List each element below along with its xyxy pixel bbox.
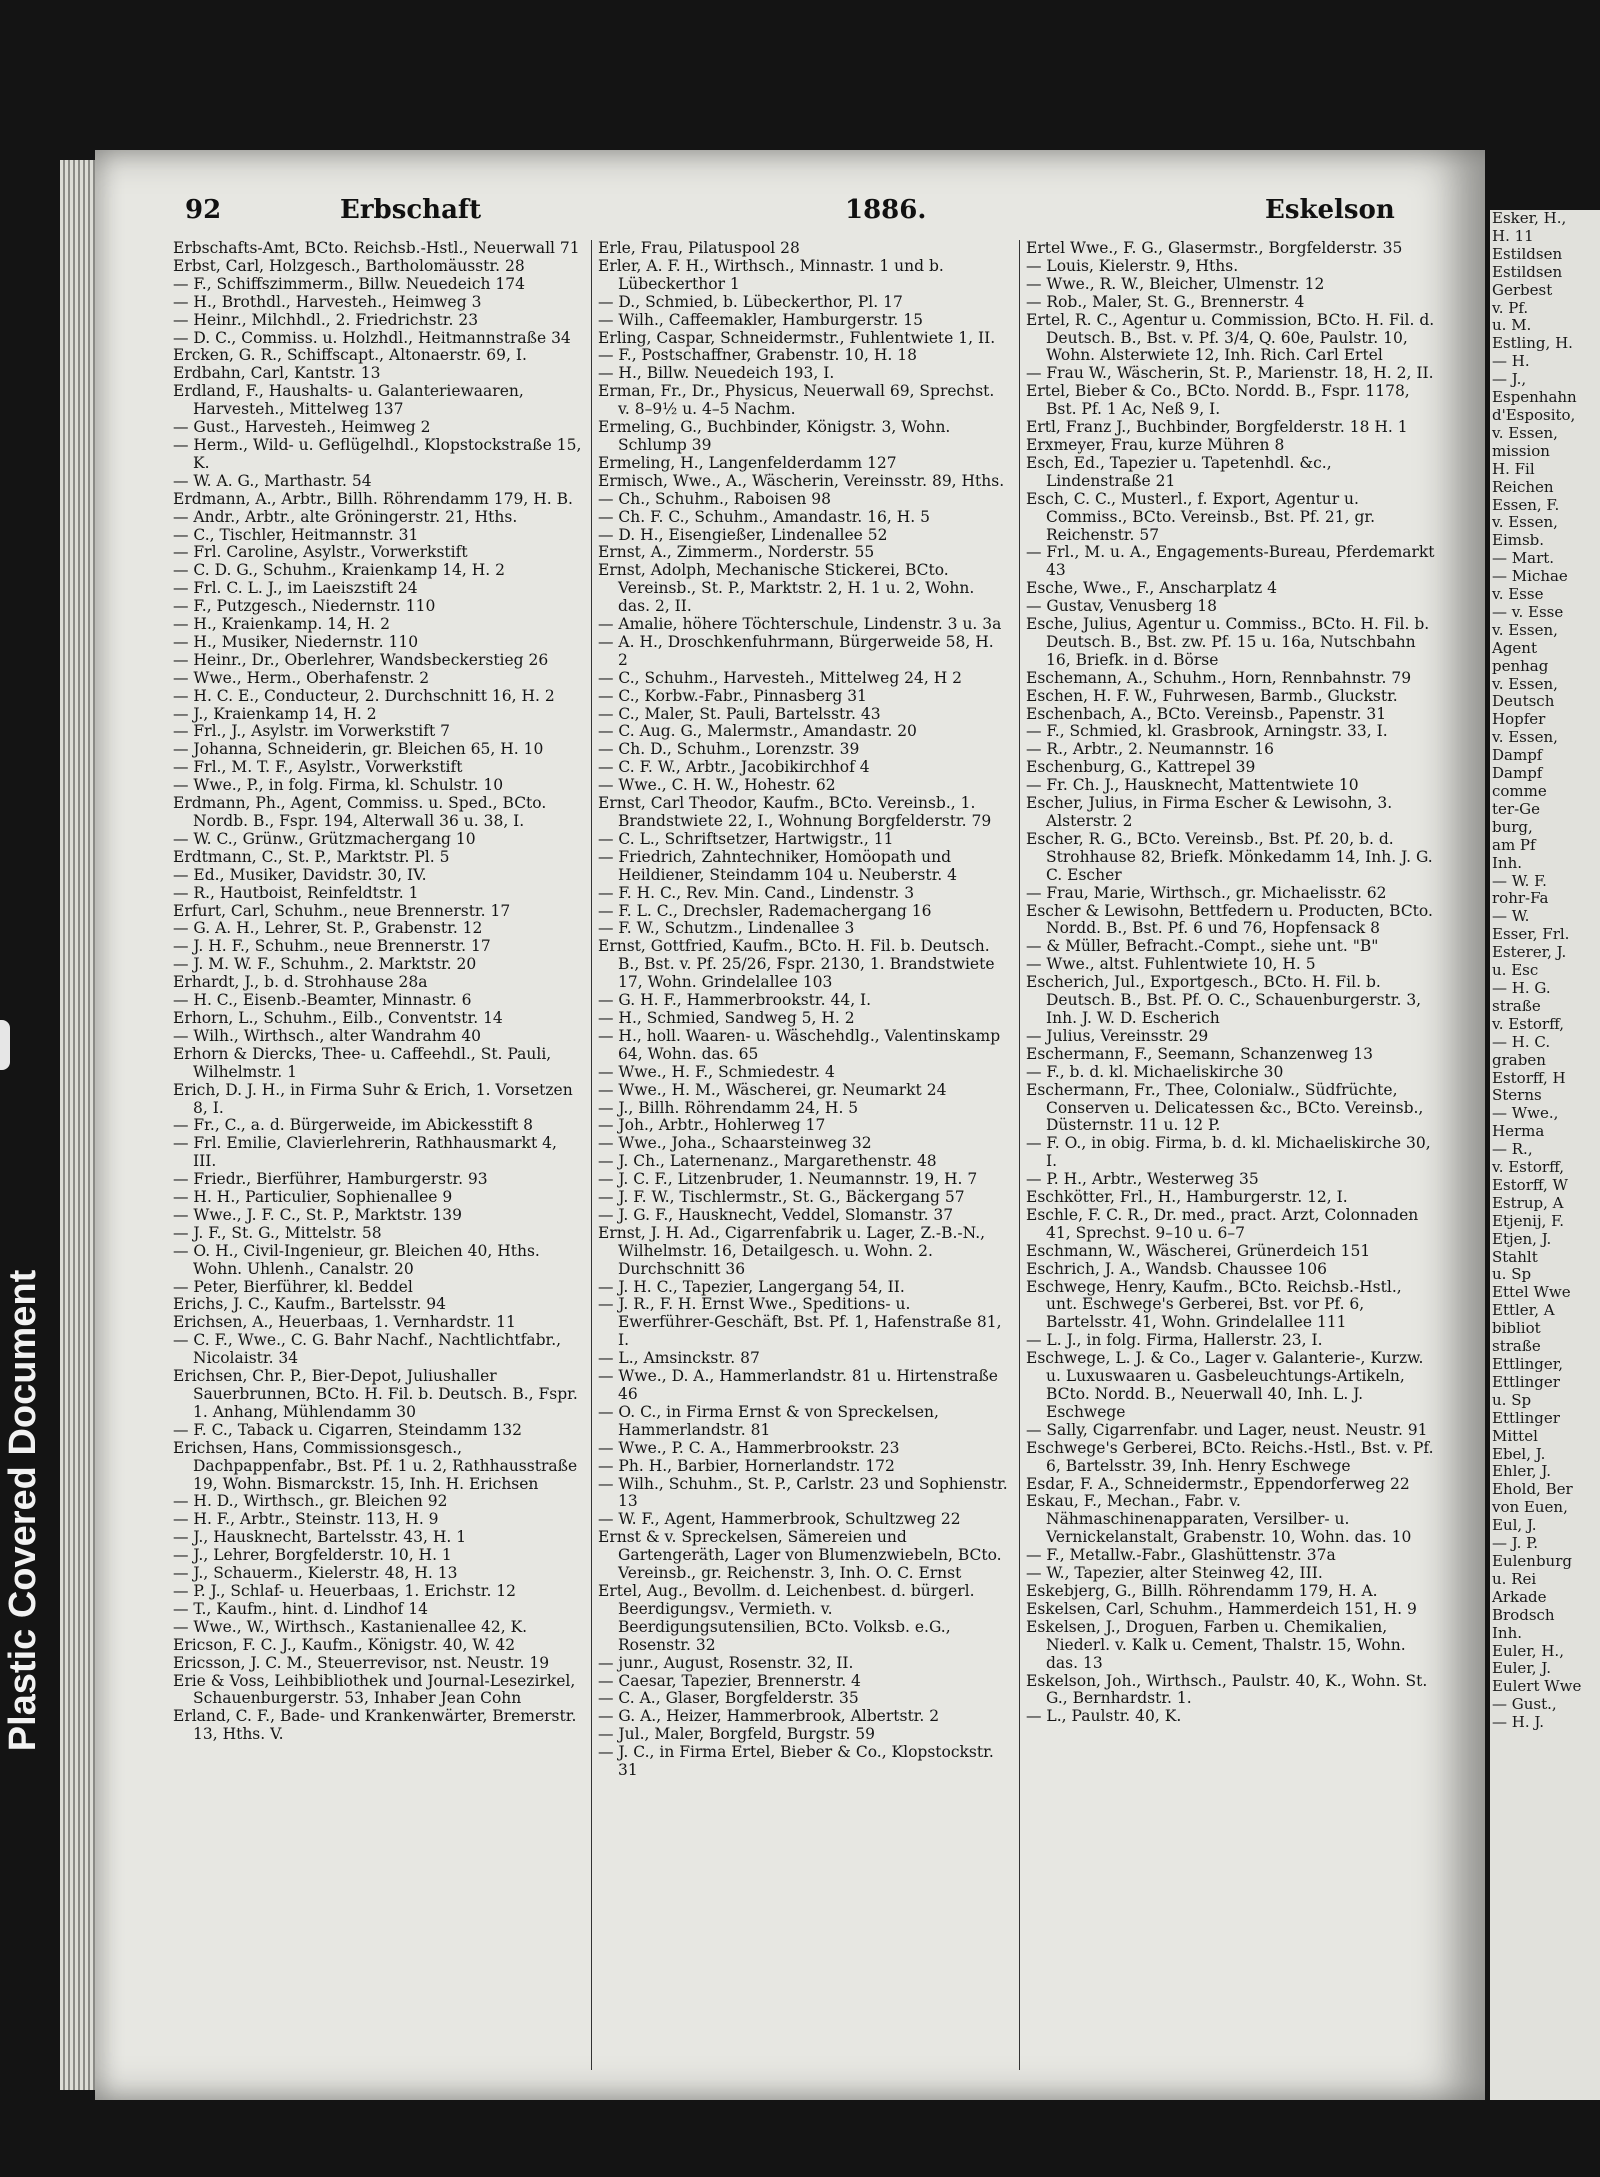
next-page-entry: v. Essen,	[1492, 728, 1558, 747]
next-page-entry: Etjenij, F.	[1492, 1211, 1564, 1230]
next-page-entry: Ettel Wwe	[1492, 1283, 1571, 1302]
directory-entry: Eschemann, A., Schuhm., Horn, Rennbahnstr. 79	[1026, 668, 1412, 687]
directory-entry: Erxmeyer, Frau, kurze Mühren 8	[1026, 435, 1285, 454]
directory-entry: — J. M. W. F., Schuhm., 2. Marktstr. 20	[173, 955, 477, 974]
next-page-entry: u. Rei	[1492, 1569, 1537, 1588]
directory-entry: — Frl., M. T. F., Asylstr., Vorwerkstift	[173, 758, 463, 777]
directory-entry: Erdbahn, Carl, Kantstr. 13	[173, 364, 381, 383]
directory-entry: — J., Lehrer, Borgfelderstr. 10, H. 1	[173, 1546, 452, 1565]
directory-entry: Erdmann, Ph., Agent, Commiss. u. Sped., BCto. Nordb. B., Fspr. 194, Alterwall 36 u. 38, I.	[173, 794, 547, 830]
directory-entry: Ernst, J. H. Ad., Cigarrenfabrik u. Lager, Z.-B.-N., Wilhelmstr. 16, Detailgesch. u. Wohn. 2. Durchschnitt 36	[598, 1223, 986, 1278]
next-page-entry: — H.	[1492, 352, 1530, 371]
directory-entry: — D., Schmied, b. Lübeckerthor, Pl. 17	[598, 292, 903, 311]
directory-entry: — F. L. C., Drechsler, Rademachergang 16	[598, 901, 932, 920]
next-page-entry: comme	[1492, 782, 1547, 800]
directory-entry: — Wwe., D. A., Hammerlandstr. 81 u. Hirtenstraße 46	[598, 1367, 998, 1403]
directory-entry: Ertel, R. C., Agentur u. Commission, BCto. H. Fil. d. Deutsch. B., Bst. v. Pf. 3/4, Q. 60e, Paulstr. 10, Wohn. Alsterwiete 12, Inh. Rich. Carl Ertel	[1026, 310, 1435, 365]
directory-entry: Ermeling, H., Langenfelderdamm 127	[598, 453, 897, 472]
next-page-entry: H. Fil	[1492, 459, 1535, 478]
column-2	[591, 240, 1008, 2070]
directory-entry: Erbschafts-Amt, BCto. Reichsb.-Hstl., Neuerwall 71	[173, 240, 580, 257]
directory-entry: — Wwe., altst. Fuhlentwiete 10, H. 5	[1026, 955, 1316, 974]
next-page-entry: Ettler, A	[1492, 1301, 1555, 1320]
next-page-entry: graben	[1492, 1050, 1546, 1069]
next-page-entry: Herma	[1492, 1122, 1545, 1141]
directory-entry: Esche, Julius, Agentur u. Commiss., BCto. H. Fil. b. Deutsch. B., Bst. zw. Pf. 15 u. 16a, Nutschbahn 16, Briefk. in d. Börse	[1026, 615, 1430, 669]
directory-entry: Ernst, Gottfried, Kaufm., BCto. H. Fil. b. Deutsch. B., Bst. v. Pf. 25/26, Fspr. 2130, 1. Brandstwiete 17, Wohn. Grindelallee 103	[598, 937, 995, 992]
directory-entry: Eskelsen, J., Droguen, Farben u. Chemikalien, Niederl. v. Kalk u. Cement, Thalstr. 15, Wohn. das. 13	[1026, 1617, 1406, 1672]
directory-entry: Ericson, F. C. J., Kaufm., Königstr. 40, W. 42	[173, 1635, 516, 1654]
directory-entry: Eschle, F. C. R., Dr. med., pract. Arzt, Colonnaden 41, Sprechst. 9–10 u. 6–7	[1026, 1205, 1419, 1242]
directory-entry: Eschen, H. F. W., Fuhrwesen, Barmb., Gluckstr.	[1026, 686, 1398, 705]
directory-entry: — P. J., Schlaf- u. Heuerbaas, 1. Erichstr. 12	[173, 1581, 517, 1600]
page-number: 92	[185, 195, 222, 225]
next-page-entry: Hopfer	[1492, 710, 1546, 729]
directory-entry: — Ch. F. C., Schuhm., Amandastr. 16, H. 5	[598, 507, 930, 526]
directory-entry: — Wwe., R. W., Bleicher, Ulmenstr. 12	[1026, 274, 1325, 293]
next-page-entry: Etjen, J.	[1492, 1229, 1552, 1248]
directory-entry: — Sally, Cigarrenfabr. und Lager, neust. Neustr. 91	[1026, 1420, 1428, 1439]
next-page-entry: Estorff, H	[1492, 1068, 1566, 1087]
directory-entry: — J. C. F., Litzenbruder, 1. Neumannstr. 19, H. 7	[598, 1170, 978, 1189]
directory-entry: — R., Hautboist, Reinfeldtstr. 1	[173, 883, 419, 902]
directory-entry: — J. H. F., Schuhm., neue Brennerstr. 17	[173, 937, 491, 956]
next-page-entry: Stahlt	[1492, 1247, 1538, 1266]
next-page-entry: Gerbest	[1492, 280, 1553, 299]
directory-entry: — Fr. Ch. J., Hausknecht, Mattentwiete 10	[1026, 776, 1359, 795]
directory-entry: — Gust., Harvesteh., Heimweg 2	[173, 418, 431, 437]
directory-entry: — H., Billw. Neuedeich 193, I.	[598, 364, 835, 383]
directory-entry: Erdtmann, C., St. P., Marktstr. Pl. 5	[173, 847, 450, 866]
directory-entry: — W., Tapezier, alter Steinweg 42, III.	[1026, 1564, 1323, 1583]
directory-entry: — J. F. W., Tischlermstr., St. G., Bäckergang 57	[598, 1188, 965, 1207]
directory-entry: Eschermann, Fr., Thee, Colonialw., Südfrüchte, Conserven u. Delicatessen &c., BCto. Vereinsb., Düsternstr. 11 u. 12 P.	[1026, 1080, 1424, 1135]
directory-entry: — L., Amsinckstr. 87	[598, 1349, 760, 1368]
directory-entry: — H. F., Arbtr., Steinstr. 113, H. 9	[173, 1510, 439, 1529]
directory-entry: Erhardt, J., b. d. Strohhause 28a	[173, 973, 428, 992]
next-page-entry: Esterer, J.	[1492, 943, 1567, 962]
directory-entry: — C., Korbw.-Fabr., Pinnasberg 31	[598, 686, 867, 705]
next-page-fragment	[1490, 210, 1600, 2100]
directory-entry: — Caesar, Tapezier, Brennerstr. 4	[598, 1671, 861, 1690]
page-stack-edge	[60, 160, 100, 2090]
directory-entry: — G. A., Heizer, Hammerbrook, Albertstr. 2	[598, 1707, 940, 1726]
directory-entry: Erling, Caspar, Schneidermstr., Fuhlentwiete 1, II.	[598, 328, 996, 347]
directory-entry: — Frl. Emilie, Clavierlehrerin, Rathhausmarkt 4, III.	[173, 1134, 557, 1171]
directory-entry: — P. H., Arbtr., Westerweg 35	[1026, 1170, 1259, 1189]
directory-entry: Eschermann, F., Seemann, Schanzenweg 13	[1026, 1044, 1373, 1063]
next-page-entry: — W. F.	[1492, 871, 1547, 890]
directory-entry: Erhorn & Diercks, Thee- u. Caffeehdl., St. Pauli, Wilhelmstr. 1	[173, 1044, 552, 1081]
next-page-entry: v. Essen,	[1492, 423, 1558, 442]
directory-entry: — F. O., in obig. Firma, b. d. kl. Michaeliskirche 30, I.	[1026, 1134, 1431, 1171]
directory-entry: — Rob., Maler, St. G., Brennerstr. 4	[1026, 292, 1305, 311]
next-page-entry: von Euen,	[1492, 1498, 1568, 1517]
next-page-entry: Deutsch	[1492, 692, 1555, 711]
next-page-entry: Ehold, Ber	[1492, 1480, 1573, 1499]
column-3	[1019, 240, 1436, 2070]
next-page-entry: straße	[1492, 1337, 1541, 1356]
next-page-entry: penhag	[1492, 656, 1549, 675]
directory-entry: — J., Kraienkamp 14, H. 2	[173, 704, 377, 723]
directory-entry: Erler, A. F. H., Wirthsch., Minnastr. 1 und b. Lübeckerthor 1	[598, 256, 944, 293]
directory-entry: — J. R., F. H. Ernst Wwe., Speditions- u. Ewerführer-Geschäft, Bst. Pf. 1, Hafenstraße 81, I.	[598, 1295, 1002, 1350]
directory-entry: — D. C., Commiss. u. Holzhdl., Heitmannstraße 34	[173, 328, 571, 347]
directory-entry: Erle, Frau, Pilatuspool 28	[598, 240, 800, 257]
directory-entry: — Frau, Marie, Wirthsch., gr. Michaelisstr. 62	[1026, 883, 1387, 902]
directory-entry: Eskelson, Joh., Wirthsch., Paulstr. 40, K., Wohn. St. G., Bernhardstr. 1.	[1026, 1671, 1428, 1708]
directory-entry: — W. F., Agent, Hammerbrook, Schultzweg 22	[598, 1510, 961, 1529]
directory-entry: — Wwe., H. F., Schmiedestr. 4	[598, 1062, 835, 1081]
directory-entry: — J., Hausknecht, Bartelsstr. 43, H. 1	[173, 1528, 467, 1547]
directory-entry: — C. F. W., Arbtr., Jacobikirchhof 4	[598, 758, 870, 777]
next-page-entry: Estling, H.	[1492, 334, 1573, 353]
directory-entry: Esch, C. C., Musterl., f. Export, Agentur u. Commiss., BCto. Vereinsb., Bst. Pf. 21, gr. Reichenstr. 57	[1026, 489, 1376, 544]
next-page-entry: u. M.	[1492, 316, 1532, 335]
directory-entry: — G. A. H., Lehrer, St. P., Grabenstr. 12	[173, 919, 483, 938]
directory-entry: Ernst, Adolph, Mechanische Stickerei, BCto. Vereinsb., St. P., Marktstr. 2, H. 1 u. 2, Wohn. das. 2, II.	[598, 561, 975, 616]
directory-entry: — Wwe., P. C. A., Hammerbrookstr. 23	[598, 1438, 900, 1457]
directory-entry: Eschwege, L. J. & Co., Lager v. Galanterie-, Kurzw. u. Luxuswaaren u. Gasbeleuchtungs-Artikeln, BCto. Nordd. B., Neuerwall 40, Inh. L. J. Eschwege	[1026, 1349, 1424, 1421]
right-keyword: Eskelson	[1265, 195, 1395, 225]
directory-entry: Erich, D. J. H., in Firma Suhr & Erich, 1. Vorsetzen 8, I.	[173, 1080, 573, 1117]
directory-entry: — C., Schuhm., Harvesteh., Mittelweg 24, H 2	[598, 668, 963, 687]
next-page-entry: v. Essen,	[1492, 674, 1558, 693]
directory-entry: — C. L., Schriftsetzer, Hartwigstr., 11	[598, 829, 894, 848]
next-page-entry: Eimsb.	[1492, 531, 1545, 550]
directory-entry: — J., Billh. Röhrendamm 24, H. 5	[598, 1098, 859, 1117]
directory-entry: — Wilh., Wirthsch., alter Wandrahm 40	[173, 1026, 482, 1045]
directory-entry: — D. H., Eisengießer, Lindenallee 52	[598, 525, 888, 544]
directory-entry: — T., Kaufm., hint. d. Lindhof 14	[173, 1599, 428, 1618]
directory-entry: Eschwege, Henry, Kaufm., BCto. Reichsb.-Hstl., unt. Eschwege's Gerberei, Bst. vor Pf. 6, Bartelsstr. 41, Wohn. Grindelallee 111	[1026, 1277, 1402, 1332]
next-page-entry: Estildsen	[1492, 244, 1563, 263]
directory-entry: Ermisch, Wwe., A., Wäscherin, Vereinsstr. 89, Hths.	[598, 471, 1005, 490]
directory-entry: — Peter, Bierführer, kl. Beddel	[173, 1277, 413, 1296]
directory-entry: — J. F., St. G., Mittelstr. 58	[173, 1223, 382, 1242]
directory-entry: — Ph. H., Barbier, Hornerlandstr. 172	[598, 1456, 895, 1475]
directory-entry: Ernst, Carl Theodor, Kaufm., BCto. Vereinsb., 1. Brandstwiete 22, I., Wohnung Borgfelderstr. 79	[598, 794, 992, 830]
directory-entry: Erdmann, A., Arbtr., Billh. Röhrendamm 179, H. B.	[173, 489, 573, 508]
directory-entry: — W. C., Grünw., Grützmachergang 10	[173, 829, 476, 848]
directory-entry: — Frl. Caroline, Asylstr., Vorwerkstift	[173, 543, 468, 562]
directory-entry: — Ch., Schuhm., Raboisen 98	[598, 489, 832, 508]
directory-entry: Eschrich, J. A., Wandsb. Chaussee 106	[1026, 1259, 1327, 1278]
directory-entry: Eschwege's Gerberei, BCto. Reichs.-Hstl., Bst. v. Pf. 6, Bartelsstr. 39, Inh. Henry Eschwege	[1026, 1438, 1434, 1475]
directory-entry: — J. C., in Firma Ertel, Bieber & Co., Klopstockstr. 31	[598, 1743, 994, 1780]
next-page-entry: Dampf	[1492, 764, 1543, 783]
next-page-entry: Ebel, J.	[1492, 1444, 1546, 1463]
next-page-entry: v. Estorff,	[1492, 1014, 1564, 1033]
directory-entry: — C., Maler, St. Pauli, Bartelsstr. 43	[598, 704, 881, 723]
directory-entry: — Heinr., Dr., Oberlehrer, Wandsbeckerstieg 26	[173, 650, 549, 669]
next-page-entry: v. Essen,	[1492, 620, 1558, 639]
directory-entry: — F., Metallw.-Fabr., Glashüttenstr. 37a	[1026, 1546, 1336, 1565]
columns	[173, 240, 1485, 2070]
directory-entry: Ermeling, G., Buchbinder, Königstr. 3, Wohn. Schlump 39	[598, 418, 951, 454]
next-page-entry: Ehler, J.	[1492, 1462, 1551, 1481]
directory-entry: — W. A. G., Marthastr. 54	[173, 471, 372, 490]
next-page-entry: Ettlinger	[1492, 1372, 1560, 1391]
next-page-entry: Inh.	[1492, 853, 1523, 872]
next-page-entry: Arkade	[1492, 1587, 1547, 1606]
next-page-entry: — H. C.	[1492, 1032, 1551, 1051]
next-page-entry: — J. P.	[1492, 1534, 1538, 1553]
directory-entry: — Wilh., Schuhm., St. P., Carlstr. 23 und Sophienstr. 13	[598, 1474, 1008, 1511]
next-page-entry: Ettlinger	[1492, 1408, 1560, 1427]
next-page-entry: — v. Esse	[1492, 602, 1564, 621]
directory-entry: — J. Ch., Laternenanz., Margarethenstr. 48	[598, 1152, 937, 1171]
next-page-entry: — W.	[1492, 907, 1530, 926]
directory-entry: — F. W., Schutzm., Lindenallee 3	[598, 919, 855, 938]
directory-entry: Ertl, Franz J., Buchbinder, Borgfelderstr. 18 H. 1	[1026, 418, 1408, 437]
directory-entry: — Wwe., Herm., Oberhafenstr. 2	[173, 668, 430, 687]
directory-entry: Ericsson, J. C. M., Steuerrevisor, nst. Neustr. 19	[173, 1653, 550, 1672]
directory-entry: — Wwe., H. M., Wäscherei, gr. Neumarkt 24	[598, 1080, 947, 1099]
page-header	[185, 195, 1395, 235]
directory-entry: Escher, Julius, in Firma Escher & Lewisohn, 3. Alsterstr. 2	[1026, 794, 1393, 830]
directory-entry: Erhorn, L., Schuhm., Eilb., Conventstr. 14	[173, 1008, 503, 1027]
directory-entry: — Friedrich, Zahntechniker, Homöopath und Heildiener, Steindamm 104 u. Neuberstr. 4	[598, 847, 957, 884]
directory-entry: — F., Postschaffner, Grabenstr. 10, H. 18	[598, 346, 917, 365]
next-page-entry: Euler, J.	[1492, 1659, 1551, 1678]
directory-entry: Erichsen, Hans, Commissionsgesch., Dachpappenfabr., Bst. Pf. 1 u. 2, Rathhausstraße 19, Wohn. Bismarckstr. 15, Inh. H. Erichsen	[173, 1438, 578, 1493]
next-page-entry: Agent	[1492, 638, 1537, 657]
directory-entry: — H. D., Wirthsch., gr. Bleichen 92	[173, 1492, 448, 1511]
next-page-entry: bibliot	[1492, 1319, 1541, 1338]
directory-entry: — J. H. C., Tapezier, Langergang 54, II.	[598, 1277, 905, 1296]
directory-entry: — junr., August, Rosenstr. 32, II.	[598, 1653, 854, 1672]
directory-entry: Esch, Ed., Tapezier u. Tapetenhdl. &c., Lindenstraße 21	[1026, 453, 1332, 490]
year-heading: 1886.	[845, 195, 927, 225]
directory-entry: — Amalie, höhere Töchterschule, Lindenstr. 3 u. 3a	[598, 615, 1002, 634]
directory-entry: Ercken, G. R., Schiffscapt., Altonaerstr. 69, I.	[173, 346, 527, 365]
directory-entry: — Andr., Arbtr., alte Gröningerstr. 21, Hths.	[173, 507, 518, 526]
directory-entry: — J., Schauerm., Kielerstr. 48, H. 13	[173, 1564, 458, 1583]
directory-entry: — A. H., Droschkenfuhrmann, Bürgerweide 58, H. 2	[598, 632, 994, 669]
directory-entry: Escherich, Jul., Exportgesch., BCto. H. Fil. b. Deutsch. B., Bst. Pf. O. C., Schauenburgerstr. 3, Inh. J. W. D. Escherich	[1026, 973, 1422, 1027]
directory-entry: — Heinr., Milchhdl., 2. Friedrichstr. 23	[173, 310, 479, 329]
next-page-entry: Sterns	[1492, 1086, 1542, 1105]
directory-entry: Erie & Voss, Leihbibliothek und Journal-Lesezirkel, Schauenburgerstr. 53, Inhaber Jean Cohn	[173, 1671, 576, 1708]
directory-entry: Esche, Wwe., F., Anscharplatz 4	[1026, 579, 1277, 598]
side-label: Plastic Covered Document	[2, 1269, 45, 1751]
directory-entry: — Frl., M. u. A., Engagements-Bureau, Pferdemarkt 43	[1026, 543, 1435, 580]
directory-entry: — Wwe., J. F. C., St. P., Marktstr. 139	[173, 1205, 462, 1224]
directory-entry: — F., Schiffszimmerm., Billw. Neuedeich 174	[173, 274, 525, 293]
directory-entry: — Joh., Arbtr., Hohlerweg 17	[598, 1116, 826, 1135]
directory-entry: Eskebjerg, G., Billh. Röhrendamm 179, H. A.	[1026, 1581, 1378, 1600]
directory-entry: Ernst & v. Spreckelsen, Sämereien und Gartengeräth, Lager von Blumenzwiebeln, BCto. Vereinsb., gr. Reichenstr. 3, Inh. O. C. Ernst	[598, 1528, 1002, 1583]
directory-entry: — H. C. E., Conducteur, 2. Durchschnitt 16, H. 2	[173, 686, 555, 705]
directory-entry: Eschkötter, Frl., H., Hamburgerstr. 12, I.	[1026, 1188, 1348, 1207]
next-page-entry: Inh.	[1492, 1623, 1523, 1642]
directory-entry: Erdland, F., Haushalts- u. Galanteriewaaren, Harvesteh., Mittelweg 137	[173, 382, 524, 419]
next-page-entry: — H. J.	[1492, 1713, 1545, 1732]
directory-entry: Eschmann, W., Wäscherei, Grünerdeich 151	[1026, 1241, 1371, 1260]
directory-entry: Erfurt, Carl, Schuhm., neue Brennerstr. 17	[173, 901, 511, 920]
directory-entry: Eschenbach, A., BCto. Vereinsb., Papenstr. 31	[1026, 704, 1387, 723]
directory-entry: — H., Musiker, Niedernstr. 110	[173, 632, 419, 651]
next-page-entry: Euler, H.,	[1492, 1641, 1564, 1660]
next-page-entry: — Mart.	[1492, 549, 1555, 568]
directory-entry: — Herm., Wild- u. Geflügelhdl., Klopstockstraße 15, K.	[173, 435, 582, 472]
directory-entry: — F., b. d. kl. Michaeliskirche 30	[1026, 1062, 1284, 1081]
next-page-entry: u. Sp	[1492, 1265, 1532, 1284]
next-page-entry: Eulenburg	[1492, 1551, 1572, 1570]
next-page-entry: d'Esposito,	[1492, 405, 1576, 424]
directory-entry: — Wilh., Caffeemakler, Hamburgerstr. 15	[598, 310, 923, 329]
next-page-entry: u. Esc	[1492, 961, 1539, 980]
next-page-entry: straße	[1492, 996, 1541, 1015]
next-page-entry: — R.,	[1492, 1140, 1533, 1159]
directory-entry: Erichs, J. C., Kaufm., Bartelsstr. 94	[173, 1295, 446, 1314]
directory-entry: — Wwe., P., in folg. Firma, kl. Schulstr. 10	[173, 776, 504, 795]
next-page-entry: — Wwe.,	[1492, 1104, 1559, 1123]
next-page-entry: — H. G.	[1492, 978, 1551, 997]
next-page-entry: Mittel	[1492, 1426, 1538, 1445]
directory-entry: — F., Putzgesch., Niedernstr. 110	[173, 597, 436, 616]
directory-entry: — Wwe., Joha., Schaarsteinweg 32	[598, 1134, 872, 1153]
directory-entry: Eskelsen, Carl, Schuhm., Hammerdeich 151, H. 9	[1026, 1599, 1417, 1618]
directory-entry: — J. G. F., Hausknecht, Veddel, Slomanstr. 37	[598, 1205, 954, 1224]
directory-entry: Esdar, F. A., Schneidermstr., Eppendorferweg 22	[1026, 1474, 1410, 1493]
next-page-entry: Estildsen	[1492, 262, 1563, 281]
directory-entry: — C. Aug. G., Malermstr., Amandastr. 20	[598, 722, 917, 741]
next-page-entry: Eul, J.	[1492, 1516, 1537, 1535]
directory-entry: — C., Tischler, Heitmannstr. 31	[173, 525, 419, 544]
next-page-entry: Ettlinger,	[1492, 1355, 1564, 1373]
next-page-entry: — J.,	[1492, 370, 1527, 389]
directory-entry: Ertel, Bieber & Co., BCto. Nordd. B., Fspr. 1178, Bst. Pf. 1 Ac, Neß 9, I.	[1026, 382, 1410, 419]
next-page-entry: Esser, Frl.	[1492, 925, 1570, 944]
directory-entry: — H., Kraienkamp. 14, H. 2	[173, 615, 390, 634]
directory-entry: — Ch. D., Schuhm., Lorenzstr. 39	[598, 740, 860, 759]
directory-entry: Erichsen, A., Heuerbaas, 1. Vernhardstr. 11	[173, 1313, 516, 1332]
directory-entry: — Wwe., C. H. W., Hohestr. 62	[598, 776, 836, 795]
column-1	[173, 240, 583, 2070]
next-page-entry: Espenhahn	[1492, 388, 1577, 407]
directory-entry: Ernst, A., Zimmerm., Norderstr. 55	[598, 543, 875, 562]
directory-entry: — H., Schmied, Sandweg 5, H. 2	[598, 1008, 855, 1027]
next-page-entry: — Gust.,	[1492, 1695, 1557, 1714]
directory-entry: — Ed., Musiker, Davidstr. 30, IV.	[173, 865, 427, 884]
directory-entry: Escher, R. G., BCto. Vereinsb., Bst. Pf. 20, b. d. Strohhause 82, Briefk. Mönkedamm 14, Inh. J. G. C. Escher	[1026, 829, 1433, 884]
directory-entry: Escher & Lewisohn, Bettfedern u. Producten, BCto. Nordd. B., Bst. Pf. 6 und 76, Hopfensack 8	[1026, 901, 1433, 938]
directory-entry: Ertel Wwe., F. G., Glasermstr., Borgfelderstr. 35	[1026, 240, 1403, 257]
directory-entry: — C. A., Glaser, Borgfelderstr. 35	[598, 1689, 859, 1708]
next-page-entry: v. Pf.	[1492, 298, 1529, 317]
directory-entry: Ertel, Aug., Bevollm. d. Leichenbest. d. bürgerl. Beerdigungsv., Vermieth. v. Beerdigungsutensilien, BCto. Volksb. e.G., Rosenstr. 32	[598, 1581, 975, 1654]
next-page-entry: Estorff, W	[1492, 1175, 1568, 1194]
directory-entry: Erland, C. F., Bade- und Krankenwärter, Bremerstr. 13, Hths. V.	[173, 1707, 577, 1744]
directory-entry: — Gustav, Venusberg 18	[1026, 597, 1217, 616]
directory-entry: — O. C., in Firma Ernst & von Spreckelsen, Hammerlandstr. 81	[598, 1402, 939, 1439]
next-page-entry: Esker, H.,	[1492, 210, 1567, 227]
directory-entry: — F. H. C., Rev. Min. Cand., Lindenstr. 3	[598, 883, 915, 902]
directory-entry: — F. C., Taback u. Cigarren, Steindamm 132	[173, 1420, 522, 1439]
next-page-entry: v. Estorff,	[1492, 1158, 1564, 1177]
directory-entry: — H., holl. Waaren- u. Wäschehdlg., Valentinskamp 64, Wohn. das. 65	[598, 1026, 1001, 1063]
next-page-entry: Essen, F.	[1492, 495, 1560, 514]
directory-entry: — G. H. F., Hammerbrookstr. 44, I.	[598, 991, 872, 1010]
next-page-entry: rohr-Fa	[1492, 889, 1549, 908]
directory-entry: — Julius, Vereinsstr. 29	[1026, 1026, 1209, 1045]
next-page-entry: v. Essen,	[1492, 513, 1558, 532]
directory-entry: — L., Paulstr. 40, K.	[1026, 1707, 1182, 1726]
directory-entry: — Frl. C. L. J., im Laeiszstift 24	[173, 579, 418, 598]
next-page-entry: u. Sp	[1492, 1390, 1532, 1409]
directory-entry: — Frl., J., Asylstr. im Vorwerkstift 7	[173, 722, 450, 741]
next-page-entry: Dampf	[1492, 746, 1543, 765]
directory-entry: Eskau, F., Mechan., Fabr. v. Nähmaschinenapparaten, Versilber- u. Vernickelanstalt, Grabenstr. 10, Wohn. das. 10	[1026, 1492, 1412, 1547]
next-page-entry: Eulert Wwe	[1492, 1677, 1582, 1696]
directory-entry: — Frau W., Wäscherin, St. P., Marienstr. 18, H. 2, II.	[1026, 364, 1434, 383]
directory-entry: — C. F., Wwe., C. G. Bahr Nachf., Nachtlichtfabr., Nicolaistr. 34	[173, 1331, 562, 1368]
next-page-entry: Estrup, A	[1492, 1193, 1564, 1212]
directory-entry: — Johanna, Schneiderin, gr. Bleichen 65, H. 10	[173, 740, 544, 759]
directory-entry: — H., Brothdl., Harvesteh., Heimweg 3	[173, 292, 482, 311]
directory-entry: — L. J., in folg. Firma, Hallerstr. 23, I.	[1026, 1331, 1323, 1350]
directory-page	[95, 150, 1485, 2100]
next-page-entry: mission	[1492, 441, 1550, 460]
next-page-entry: Reichen	[1492, 477, 1554, 496]
directory-entry: Erman, Fr., Dr., Physicus, Neuerwall 69, Sprechst. v. 8–9½ u. 4–5 Nachm.	[598, 382, 995, 419]
directory-entry: — Fr., C., a. d. Bürgerweide, im Abickesstift 8	[173, 1116, 534, 1135]
left-keyword: Erbschaft	[340, 195, 482, 225]
directory-entry: — O. H., Civil-Ingenieur, gr. Bleichen 40, Hths. Wohn. Uhlenh., Canalstr. 20	[173, 1241, 540, 1278]
edge-tab-marker	[0, 1020, 10, 1070]
next-page-entry: Brodsch	[1492, 1605, 1555, 1624]
directory-entry: — C. D. G., Schuhm., Kraienkamp 14, H. 2	[173, 561, 505, 580]
next-page-entry: — Michae	[1492, 567, 1568, 586]
directory-entry: — F., Schmied, kl. Grasbrook, Arningstr. 33, I.	[1026, 722, 1388, 741]
next-page-entry: burg,	[1492, 817, 1533, 836]
directory-entry: — H. H., Particulier, Sophienallee 9	[173, 1188, 453, 1207]
directory-entry: — H. C., Eisenb.-Beamter, Minnastr. 6	[173, 991, 472, 1010]
directory-entry: — Wwe., W., Wirthsch., Kastanienallee 42, K.	[173, 1617, 528, 1636]
next-page-entry: ter-Ge	[1492, 799, 1541, 818]
directory-entry: Erbst, Carl, Holzgesch., Bartholomäusstr. 28	[173, 256, 525, 275]
directory-entry: — & Müller, Befracht.-Compt., siehe unt. "B"	[1026, 937, 1379, 956]
next-page-entry: am Pf	[1492, 835, 1536, 854]
directory-entry: Eschenburg, G., Kattrepel 39	[1026, 758, 1256, 777]
directory-entry: — Louis, Kielerstr. 9, Hths.	[1026, 256, 1239, 275]
directory-entry: — Friedr., Bierführer, Hamburgerstr. 93	[173, 1170, 488, 1189]
directory-entry: Erichsen, Chr. P., Bier-Depot, Juliushaller Sauerbrunnen, BCto. H. Fil. b. Deutsch. B., Fspr. 1. Anhang, Mühlendamm 30	[173, 1367, 578, 1421]
next-page-entry: v. Esse	[1492, 585, 1544, 604]
directory-entry: — Jul., Maler, Borgfeld, Burgstr. 59	[598, 1725, 876, 1744]
directory-entry: — R., Arbtr., 2. Neumannstr. 16	[1026, 740, 1274, 759]
next-page-entry: H. 11	[1492, 226, 1534, 245]
